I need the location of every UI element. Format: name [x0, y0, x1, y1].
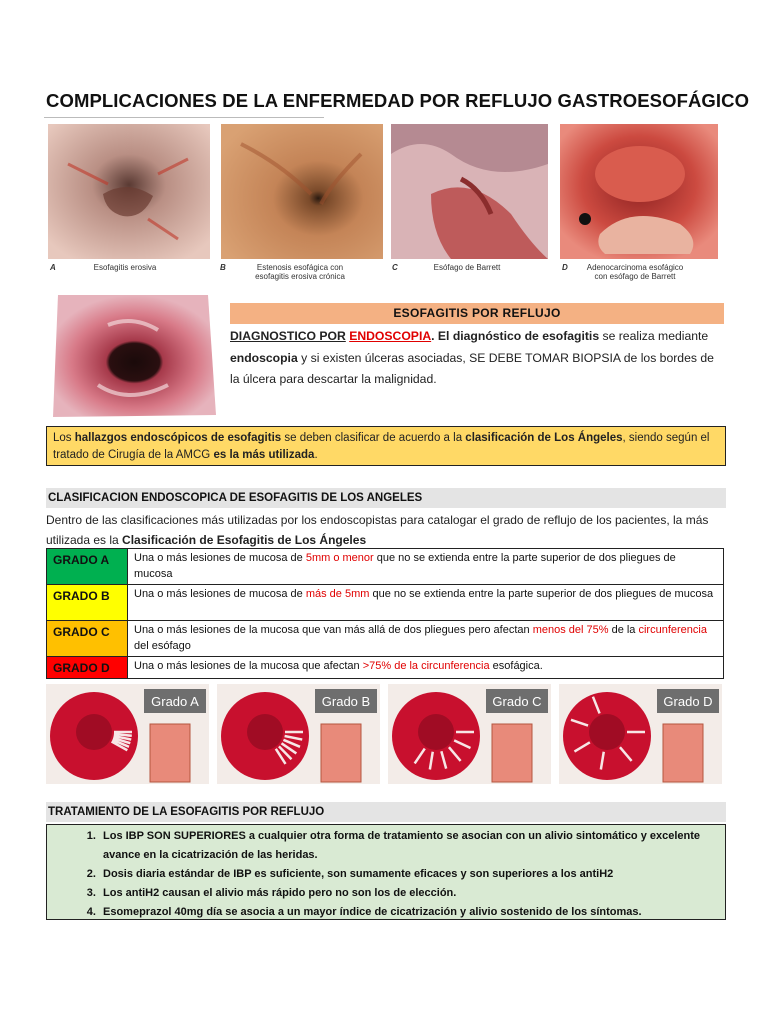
grade-illustrations — [44, 684, 724, 784]
tratamiento-bold: Los IBP SON SUPERIORES — [103, 830, 246, 842]
grade-illustration — [46, 684, 209, 784]
grade-text: Una o más lesiones de mucosa de — [134, 588, 306, 600]
grade-text: esofágica. — [489, 660, 543, 672]
caption-text: Esófago de Barrett — [433, 263, 501, 272]
photo-esofagitis-erosiva — [48, 124, 210, 259]
caption-text: Esofagitis erosiva — [93, 263, 157, 272]
grade-text: Una o más lesiones de la mucosa que van más allá de dos pliegues pero afectan — [134, 624, 533, 636]
caption-b — [220, 263, 385, 283]
section-header-esofagitis: ESOFAGITIS POR REFLUJO — [230, 303, 724, 324]
grades-table — [46, 548, 724, 679]
tratamiento-text: , son sumamente eficaces y son superiores a los antiH2 — [321, 868, 614, 880]
hallazgos-text: se deben clasificar de acuerdo a la — [281, 432, 466, 444]
grade-emphasis: circunferencia — [638, 624, 707, 636]
grade-emphasis: >75% de la circunferencia — [362, 660, 490, 672]
photo-estenosis-esofagica — [221, 124, 383, 259]
intro-text: Dentro de las clasificaciones más utilizadas por los endoscopistas para catalogar el grado de reflujo de los pacientes, la más utilizada es la — [46, 513, 709, 547]
tratamiento-item — [99, 903, 725, 922]
photo-esofagitis-endoscopy — [48, 285, 218, 425]
hallazgos-bold: hallazgos endoscópicos de esofagitis — [74, 432, 282, 444]
caption-c — [392, 263, 552, 283]
tratamiento-list — [47, 827, 725, 922]
page-title: COMPLICACIONES DE LA ENFERMEDAD POR REFLUJO GASTROESOFÁGICO — [46, 90, 750, 111]
diag-bold: El diagnóstico de esofagitis — [437, 329, 600, 343]
diag-endoscopia: ENDOSCOPIA — [349, 329, 432, 343]
grade-row — [47, 657, 724, 679]
grade-text: Una o más lesiones de la mucosa que afectan — [134, 660, 363, 672]
tratamiento-bold: Los antiH2 causan el alivio más rápido pero no son los de elección. — [103, 887, 457, 899]
caption-text: Adenocarcinoma esofágico con esófago de Barrett — [586, 263, 684, 281]
grade-text: que no se extienda entre la parte superior de dos pliegues de mucosa — [369, 588, 714, 600]
grade-row — [47, 585, 724, 621]
tratamiento-item — [99, 865, 725, 884]
grade-description — [128, 621, 724, 657]
grade-text: que no se extienda entre la parte superior de dos pliegues de mucosa — [134, 552, 676, 580]
caption-letter: C — [392, 263, 398, 272]
caption-letter: A — [50, 263, 56, 272]
caption-text: Estenosis esofágica con esofagitis erosiva crónica — [255, 263, 345, 281]
tratamiento-item — [99, 827, 725, 865]
tratamiento-bold: Dosis diaria estándar de IBP es suficiente — [103, 868, 322, 880]
photo-esofago-barrett — [391, 124, 548, 259]
photo-adenocarcinoma — [560, 124, 718, 259]
tratamiento-box — [46, 824, 726, 920]
grade-illustration — [559, 684, 722, 784]
diagnostico-paragraph — [230, 326, 726, 391]
diag-label: DIAGNOSTICO POR — [230, 329, 346, 343]
grade-illustration-label: Grado B — [321, 694, 371, 709]
grade-name: GRADO B — [47, 585, 128, 621]
grade-text: de la — [608, 624, 639, 636]
grade-name: GRADO C — [47, 621, 128, 657]
diag-endoscopia-2: endoscopia — [230, 350, 298, 365]
grade-row — [47, 621, 724, 657]
grade-name: GRADO A — [47, 549, 128, 585]
grade-description — [128, 657, 724, 679]
grade-text: del esófago — [134, 640, 191, 652]
hallazgos-callout — [46, 426, 726, 466]
clasificacion-intro — [46, 510, 728, 550]
intro-bold: Clasificación de Esofagitis de Los Ángeles — [122, 533, 367, 547]
grade-emphasis: 5mm o menor — [305, 552, 374, 564]
diag-period: . — [431, 329, 435, 343]
hallazgos-text: . — [314, 449, 318, 461]
grade-row — [47, 549, 724, 585]
diag-text-2: y si existen úlceras asociadas, SE DEBE TOMAR BIOPSIA de los bordes de la úlcera para descartar la malignidad. — [230, 350, 714, 386]
grade-name: GRADO D — [47, 657, 128, 679]
hallazgos-text: , siendo según el tratado de Cirugía de la AMCG — [53, 432, 710, 461]
grade-emphasis: menos del 75% — [532, 624, 609, 636]
grade-description — [128, 585, 724, 621]
grade-illustration — [388, 684, 551, 784]
grade-description — [128, 549, 724, 585]
caption-d — [562, 263, 722, 283]
diag-text: se realiza mediante — [599, 329, 709, 343]
hallazgos-text: Los — [53, 432, 75, 444]
tratamiento-text: a cualquier otra forma de tratamiento se asocian con un alivio sintomático y excelente avance en la cicatrización de las heridas. — [103, 830, 701, 861]
caption-a — [50, 263, 215, 283]
caption-letter: B — [220, 263, 226, 272]
section-header-clasificacion: CLASIFICACION ENDOSCOPICA DE ESOFAGITIS DE LOS ANGELES — [46, 488, 726, 508]
grade-illustration-label: Grado C — [492, 694, 542, 709]
grade-illustration-label: Grado D — [663, 694, 713, 709]
section-header-tratamiento: TRATAMIENTO DE LA ESOFAGITIS POR REFLUJO — [46, 802, 726, 822]
grade-emphasis: más de 5mm — [305, 588, 370, 600]
tratamiento-item — [99, 884, 725, 903]
hallazgos-bold: clasificación de Los Ángeles — [465, 432, 623, 444]
grade-illustration — [217, 684, 380, 784]
grade-text: Una o más lesiones de mucosa de — [134, 552, 306, 564]
title-divider — [44, 117, 324, 118]
tratamiento-bold: Esomeprazol 40mg día se asocia a un mayor índice de cicatrización y alivio sostenido de los síntomas. — [103, 906, 642, 918]
hallazgos-bold: es la más utilizada — [213, 449, 315, 461]
caption-letter: D — [562, 263, 568, 272]
grade-illustration-label: Grado A — [151, 694, 199, 709]
